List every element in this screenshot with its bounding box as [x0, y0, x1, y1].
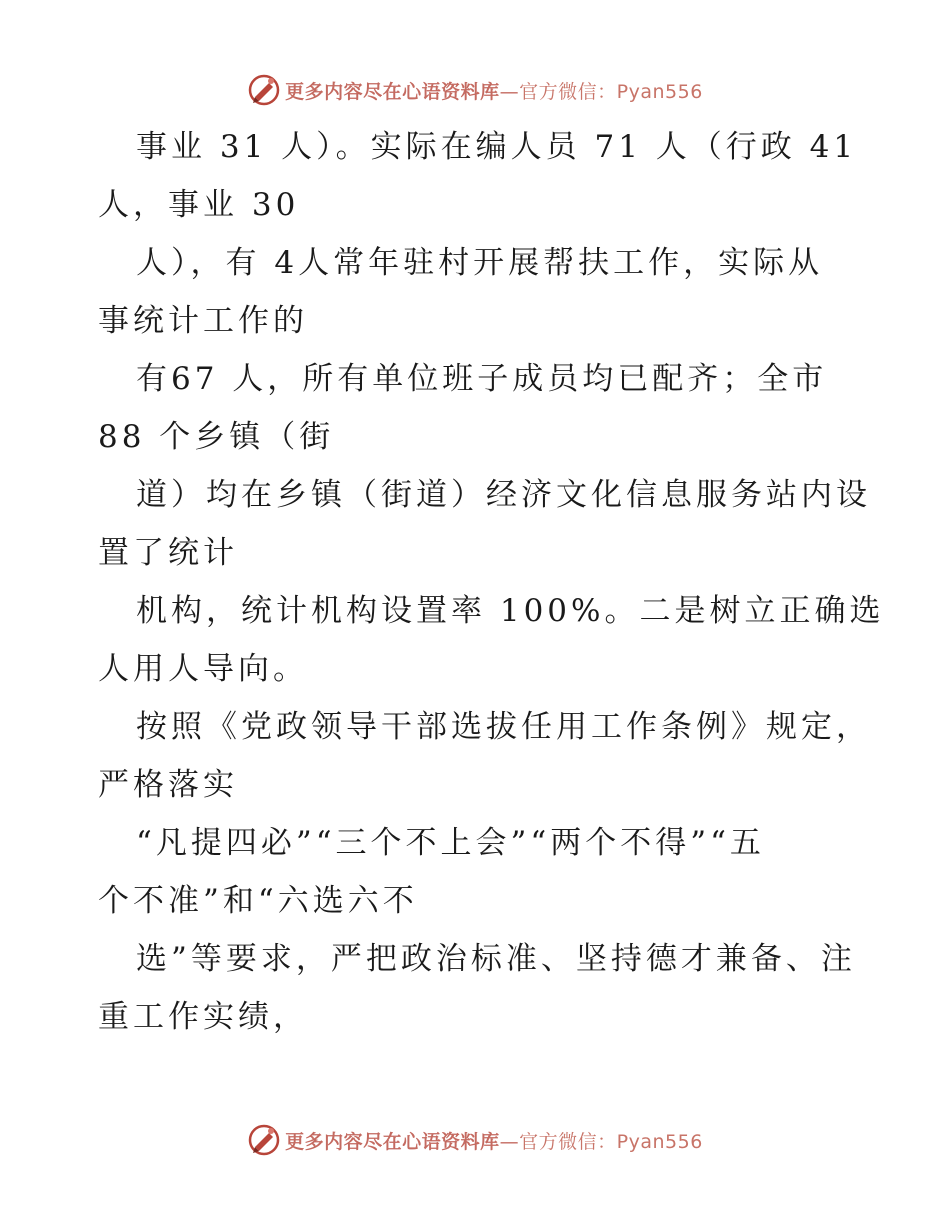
text-line: 重工作实绩，: [98, 999, 308, 1035]
text-line: 人，事业 30: [98, 187, 300, 223]
footer-watermark: [0, 1120, 950, 1160]
watermark-prefix: 更多内容尽在心语资料库: [285, 1130, 500, 1153]
text-line: 事统计工作的: [98, 303, 308, 339]
text-line: 按照《党政领导干部选拔任用工作条例》规定，: [136, 709, 871, 745]
pen-logo-icon: [247, 73, 281, 107]
watermark-text: [285, 77, 703, 104]
text-line: 个不准”和“六选六不: [98, 883, 418, 919]
text-line: 事业 31 人）。实际在编人员 71 人（行政 41: [136, 129, 858, 165]
text-line: 人用人导向。: [98, 651, 308, 687]
watermark-text: [285, 1127, 703, 1154]
text-line: 机构，统计机构设置率 100%。二是树立正确选: [136, 593, 885, 629]
text-line: 置了统计: [98, 535, 238, 571]
text-line: 严格落实: [98, 767, 238, 803]
watermark-separator: —: [499, 80, 520, 103]
text-line: 选”等要求，严把政治标准、坚持德才兼备、注: [136, 941, 856, 977]
text-line: 有67 人，所有单位班子成员均已配齐；全市: [136, 361, 828, 397]
header-watermark: [0, 70, 950, 110]
watermark-suffix: 官方微信：Pyan556: [519, 1130, 703, 1153]
text-line: 道）均在乡镇（街道）经济文化信息服务站内设: [136, 477, 871, 513]
text-line: 人），有 4人常年驻村开展帮扶工作，实际从: [136, 245, 824, 281]
watermark-separator: —: [499, 1130, 520, 1153]
text-line: 88 个乡镇（街: [98, 419, 335, 455]
watermark-prefix: 更多内容尽在心语资料库: [285, 80, 500, 103]
pen-logo-icon: [247, 1123, 281, 1157]
watermark-suffix: 官方微信：Pyan556: [519, 80, 703, 103]
text-line: “凡提四必”“三个不上会”“两个不得”“五: [136, 825, 765, 861]
document-body: [98, 118, 885, 1046]
